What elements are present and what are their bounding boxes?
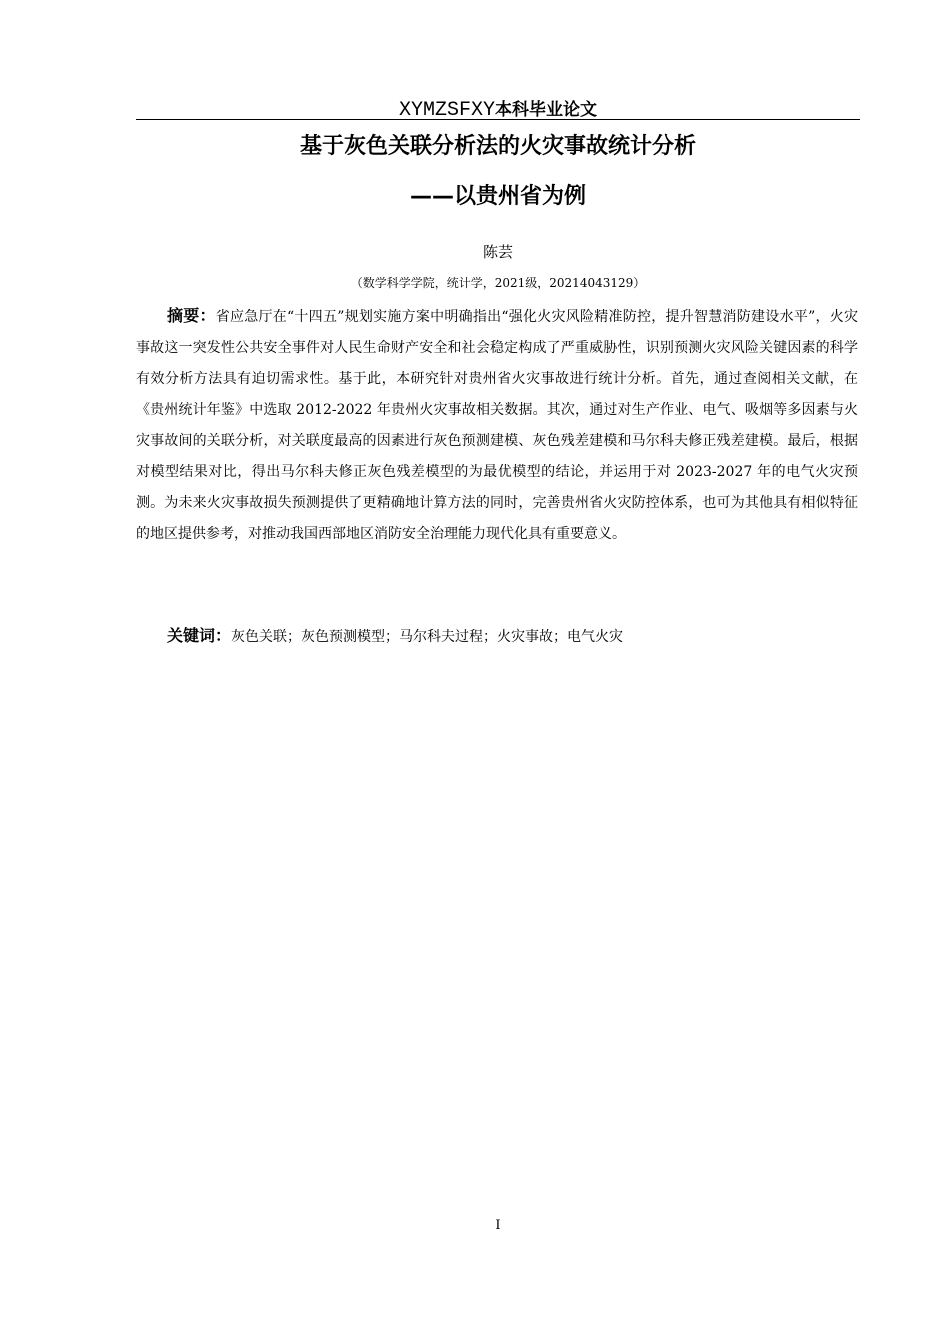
author-affiliation: （数学科学学院，统计学，2021级，20214043129） [350,276,646,290]
thesis-subtitle: ——以贵州省为例 [409,184,586,209]
header-text: 本科毕业论文 [495,100,597,120]
abstract-label: 摘要： [167,306,216,325]
page-header [136,95,860,120]
keywords-text: 灰色关联；灰色预测模型；马尔科夫过程；火灾事故；电气火灾 [231,629,624,645]
keywords-label: 关键词： [167,626,232,645]
keywords-paragraph [136,620,858,653]
abstract-text: 省应急厅在“十四五”规划实施方案中明确指出“强化火灾风险精准防控，提升智慧消防建设水平”，火灾事故这一突发性公共安全事件对人民生命财产安全和社会稳定构成了严重威胁性，识别预测火灾风险关键因素的科学有效分析方法具有迫切需求性。基于此，本研究针对贵州省火灾事故进行统计分析。首先，通过查阅相关文献，在《贵州统计年鉴》中选取 2012-2022 年贵州火灾事故相关数据。其次，通过对生产作业、电气、吸烟等多因素与火灾事故间的关联分析，对关联度最高的因素进行灰色预测建模、灰色残差建模和马尔科夫修正残差建模。最后，根据对模型结果对比，得出马尔科夫修正灰色残差模型的为最优模型的结论，并运用于对 2023-2027 年的电气火灾预测。为未来火灾事故损失预测提供了更精确地计算方法的同时，完善贵州省火灾防控体系，也可为其他具有相似特征的地区提供参考，对推动我国西部地区消防安全治理能力现代化具有重要意义。 [136,309,858,542]
author-name: 陈芸 [482,243,513,261]
abstract-paragraph [136,300,858,550]
page-number: I [495,1218,501,1233]
header-code: XYMZSFXY [398,99,495,122]
thesis-title: 基于灰色关联分析法的火灾事故统计分析 [299,134,696,159]
